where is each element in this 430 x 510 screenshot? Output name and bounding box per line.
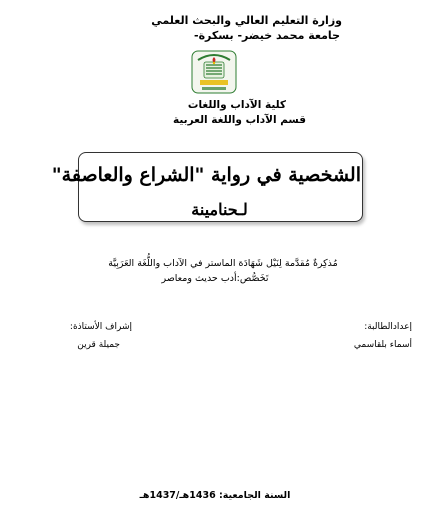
institution-header xyxy=(0,14,430,42)
novel-author: لـحنامينة xyxy=(191,200,248,219)
ministry-name: وزارة التعليم العالي والبحث العلمي xyxy=(151,14,342,27)
student-label: إعدادالطالبة: xyxy=(364,322,412,332)
faculty-block xyxy=(0,98,430,128)
department-name: قسم الآداب واللغة العربية xyxy=(173,114,306,126)
thesis-title: الشخصية في رواية "الشراع والعاصفة" xyxy=(51,164,361,186)
university-logo xyxy=(188,48,240,96)
university-name: جامعة محمد خيضر- بسكرة- xyxy=(194,29,340,42)
academic-year: السنة الجامعية: 1436هـ/1437هـ xyxy=(139,490,291,501)
supervisor-name: جميلة قرين xyxy=(77,340,120,350)
degree-statement: مُذكِرةٌ مُقدَّمة لِنَيْل شَهَادَة الماستر في الآداب واللُّغَة العَرَبِيَّة xyxy=(108,258,338,269)
supervisor-label: إشراف الأستاذة: xyxy=(69,322,132,332)
college-name: كلية الآداب واللغات xyxy=(187,99,286,111)
specialization: تَخَصُّص:أدب حديث ومعاصر xyxy=(161,273,269,284)
student-name: أسماء بلقاسمي xyxy=(353,340,412,350)
